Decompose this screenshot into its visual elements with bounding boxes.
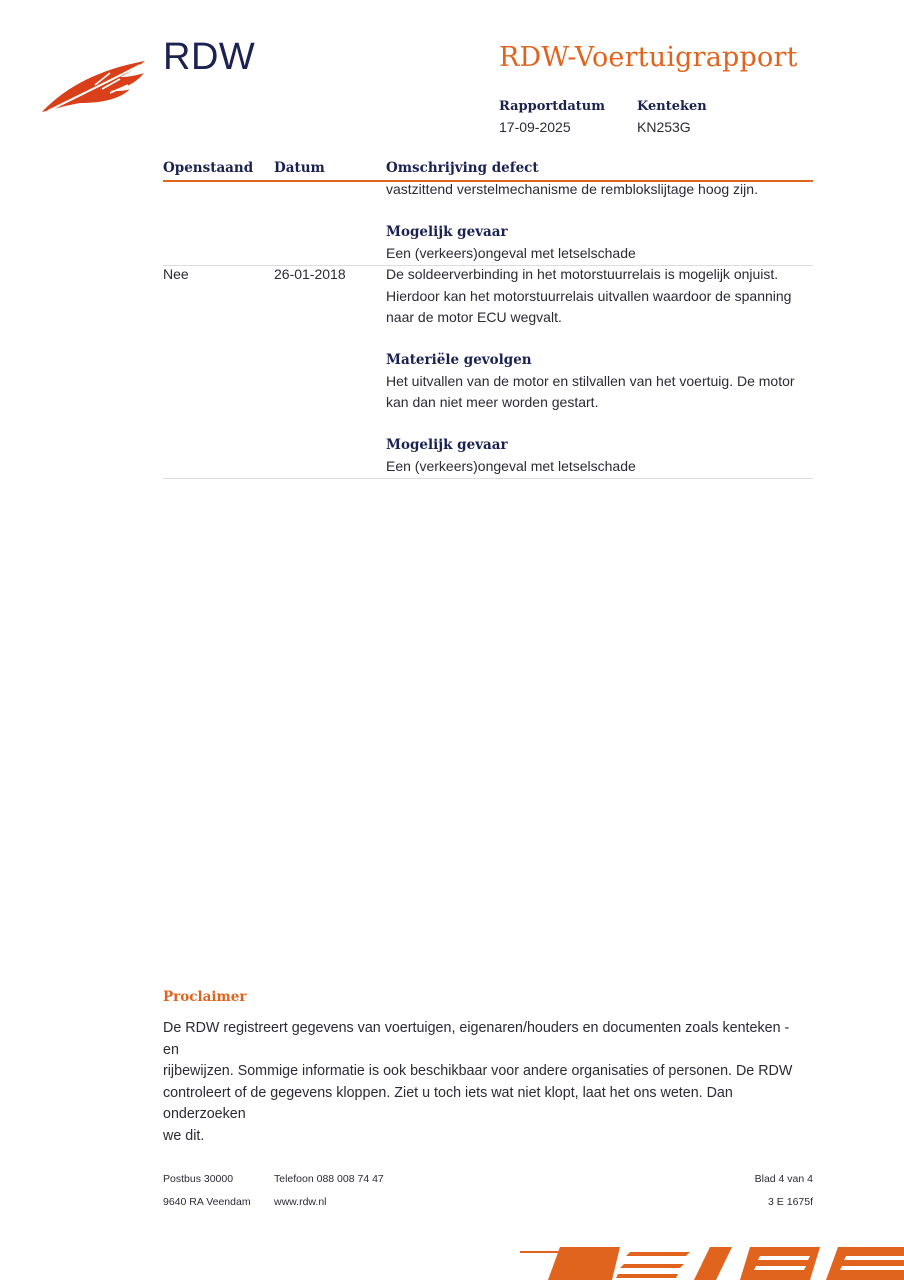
row2-description-line1: De soldeerverbinding in het motorstuurrelais is mogelijk onjuist. [386, 266, 779, 282]
proclaimer-line: rijbewijzen. Sommige informatie is ook beschikbaar voor andere organisaties of personen. De RDW [163, 1063, 793, 1079]
report-date-label: Rapportdatum [499, 99, 605, 114]
footer-website-link[interactable]: www.rdw.nl [274, 1196, 327, 1208]
row1-description-continuation: vastzittend verstelmechanisme de remblokslijtage hoog zijn. [386, 181, 758, 197]
row2-consequence-line1: Het uitvallen van de motor en stilvallen van het voertuig. De motor [386, 373, 795, 389]
row2-danger-label: Mogelijk gevaar [386, 437, 508, 453]
row2-consequence-line2: kan dan niet meer worden gestart. [386, 394, 599, 410]
footer-city: 9640 RA Veendam [163, 1196, 251, 1208]
proclaimer-body [163, 1018, 808, 1147]
row2-open: Nee [163, 266, 189, 282]
row2-description-line2: Hierdoor kan het motorstuurrelais uitvallen waardoor de spanning [386, 288, 792, 304]
footer-postbus: Postbus 30000 [163, 1173, 234, 1185]
plate-value: KN253G [637, 119, 691, 135]
footer-document-code: 3 E 1675f [768, 1196, 813, 1208]
column-header-open: Openstaand [163, 160, 254, 176]
column-header-description: Omschrijving defect [386, 160, 539, 176]
proclaimer-line: we dit. [163, 1127, 205, 1144]
rdw-feather-logo-icon [40, 55, 150, 115]
footer-phone: Telefoon 088 008 74 47 [274, 1173, 384, 1185]
brand-name: RDW [163, 36, 256, 78]
report-date-value: 17-09-2025 [499, 119, 571, 135]
row1-danger-text: Een (verkeers)ongeval met letselschade [386, 245, 636, 261]
row2-consequence-label: Materiële gevolgen [386, 352, 532, 368]
column-header-date: Datum [274, 160, 325, 176]
page-title: RDW-Voertuigrapport [499, 42, 798, 73]
plate-label: Kenteken [637, 99, 707, 114]
row2-danger-text: Een (verkeers)ongeval met letselschade [386, 458, 636, 474]
footer-stripes-icon [520, 1240, 904, 1280]
row2-date: 26-01-2018 [274, 266, 346, 282]
footer-page-number: Blad 4 van 4 [754, 1173, 813, 1185]
proclaimer-line: controleert of de gegevens kloppen. Ziet u toch iets wat niet klopt, laat het ons weten. Dan onderzoeken [163, 1084, 733, 1122]
row2-description-line3: naar de motor ECU wegvalt. [386, 309, 562, 325]
row-divider [163, 478, 813, 479]
row1-danger-label: Mogelijk gevaar [386, 224, 508, 240]
proclaimer-title: Proclaimer [163, 989, 247, 1005]
proclaimer-line: De RDW registreert gegevens van voertuigen, eigenaren/houders en documenten zoals kenteken - en [163, 1020, 790, 1058]
